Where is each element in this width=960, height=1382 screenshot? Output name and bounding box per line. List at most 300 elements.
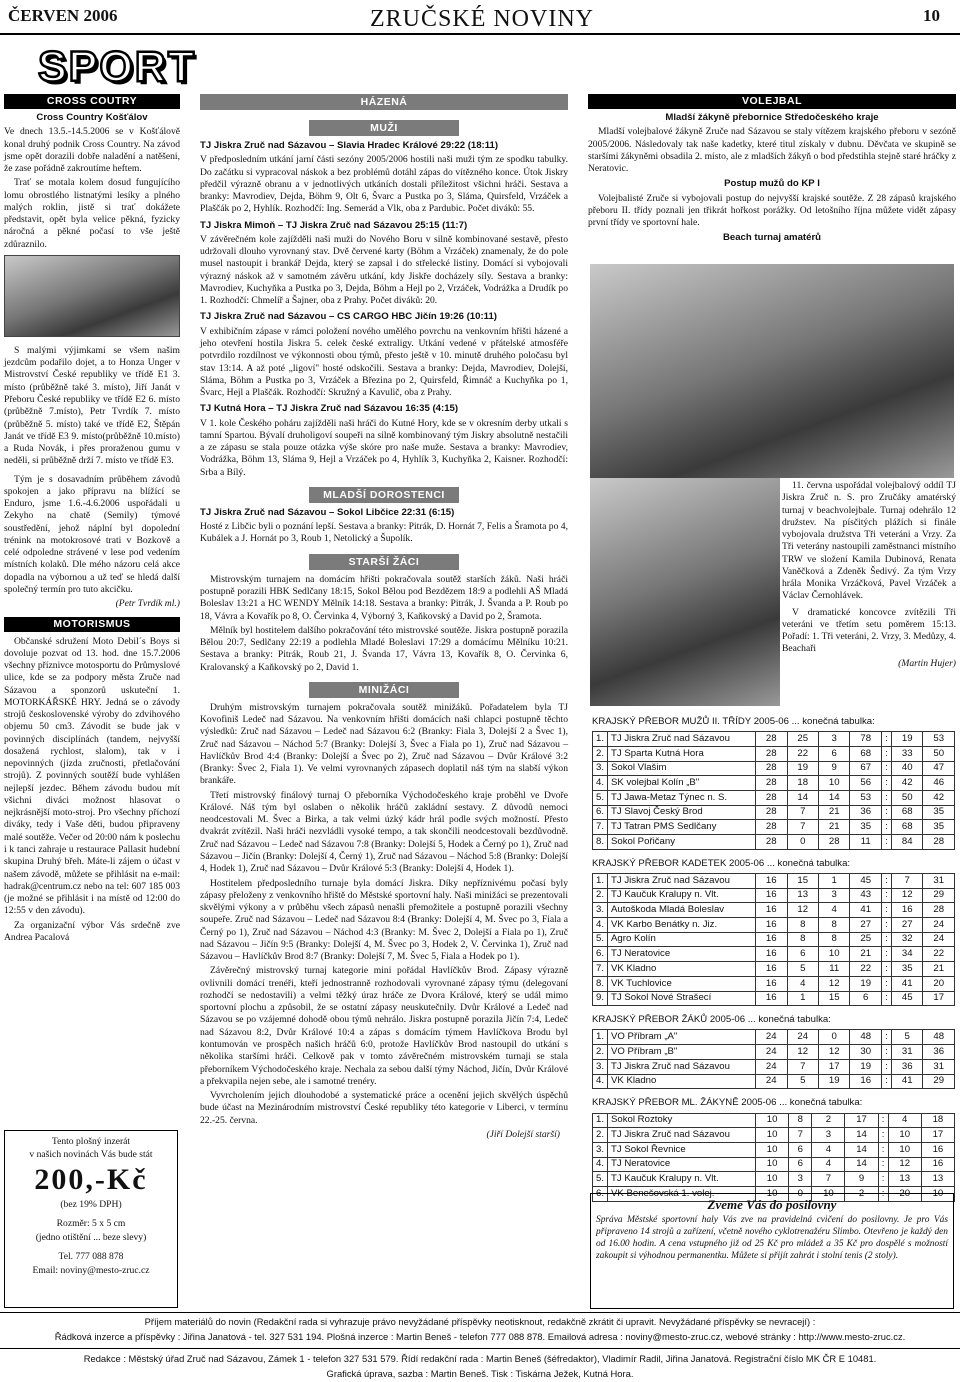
table-cell: 14 [845,1157,878,1172]
table-cell: 0 [789,1186,812,1201]
table-cell: 4 [812,1157,845,1172]
table-cell: 17 [923,991,955,1006]
table-cell: 10 [756,1113,789,1128]
table-row [593,903,955,918]
posilovna-title: Zveme Vás do posilovny [707,1197,837,1212]
table-cell: 7. [593,820,608,835]
table-row [593,1128,955,1143]
table-cell: 16 [756,888,787,903]
cross-p2: Trať se motala kolem dosud fungujícího lomu obrostlého listnatými lesíky a plného malých roklin, jistě si trať dokážete představit, opět byla velice pěkná, fyzicky náročná a pěkné počasí to vše ještě zdůraznilo. [4,177,180,250]
table-cell: 4. [593,1157,608,1172]
hazena-signature: (Jiří Dolejší starší) [486,1128,560,1140]
table-row [593,918,955,933]
table-cell: 22 [787,746,818,761]
table-cell: : [881,888,891,903]
table-cell: 29 [923,888,955,903]
table-cell: 45 [891,991,922,1006]
table-cell: 46 [923,776,955,791]
table-cell: 10 [818,947,849,962]
table-cell: 1 [818,874,849,889]
hazena-p2: V závěrečném kole zajížděli naši muži do Nového Boru v silně kombinované sestavě, přesto udržovali dlouho vyrovnaný stav. Dvě červené karty (Böhm a Vrzáček) znamenaly, že do pole musel nastoupit i brankář Dejda, který se zapsal i do střelecké listiny. Domácí si vybojovali výrazný náskok až v samotném závěru utkání, kdy Jiskře docházely síly. Sestava a branky: Mavrodiev, Kuchyňka a Pustka po 3, Dejda, Böhm a Hejl po 2, Vrzáček, Vodrážka a Drudík po 1. Rozhodčí: Chmelíř a Šajner, oba z Prahy. Počet diváků: 20. [200,233,568,307]
team-name-cell: TJ Jawa-Metaz Týnec n. S. [608,791,756,806]
standings-table [592,731,955,850]
table-cell: 22 [850,962,881,977]
table-cell: 7 [812,1172,845,1187]
table-cell: 10 [756,1128,789,1143]
left-column [4,94,180,946]
standings-title: KRAJSKÝ PŘEBOR MUŽŮ II. TŘÍDY 2005-06 ... konečná tabulka: [592,716,875,727]
table-cell: 16 [756,962,787,977]
hazena-p4: V 1. kole Českého poháru zajížděli naši hráči do Kutné Hory, kde se v okresním derby utkali s tamní Spartou. Bývalí druholigoví soupeři na silně kombinovaný tým Jiskry absolutně nestačili a ze zápasu se stala pouze otázka výše skóre pro naše muže. Sestava a branky: Mavrodiev, Vodrážka, Böhm 13, Sláma 9, Hejl a Vrzáček po 4, Hyhlík 3, Kuchyňka 2, Kaisner. Rozhodčí: Srba a Bílý. [200,417,568,478]
hazena-p8: Druhým mistrovským turnajem pokračovala soutěž minižáků. Pořadatelem byla TJ Kovofiniš Ledeč nad Sázavou. Na venkovním hřišti domácích naši chlapci postupně těchto výsledků: Zruč nad Sázavou – Ledeč nad Sázavou 6:2 (Branky: Fiala 3, Dolejší 2 a Švec 1), Zruč nad Sázavou – Náchod 5:7 (Branky: Dolejší 3, Švec a Fiala po 1), Zruč nad Sázavou – Havlíčkův Brod 4:4 (Branky: Dolejší a Švec po 2), Zruč nad Sázavou – Dvůr Králové 3:2 (Branky: Švec 2, Fiala 1). Ve velmi vyrovnaných zápasech doplatil náš tým na slabší výkon brankáře. [200,701,568,787]
table-cell: 15 [787,874,818,889]
table-cell: 14 [787,791,818,806]
table-cell: 14 [845,1142,878,1157]
table-cell: 3 [818,732,849,747]
hazena-p12: Vyvrcholením jejich dlouhodobé a systematické práce a ocenění jejich skvělých úspěchů bude účast na Mezinárodním mistrovství České republiky této kategorie v Liberci, v termínu 22.-25. června. [200,1090,568,1126]
table-cell: 10 [888,1142,921,1157]
table-cell: 5 [787,962,818,977]
volejbal-p4: V dramatické koncovce zvítězili Tři veteráni ve třetím setu poměrem 15:13. Pořadí: 1. Tři veteráni, 2. Vrzy, 3. Medůzy, 4. Beachaři [782,606,956,655]
team-name-cell: TJ Jiskra Zruč nad Sázavou [608,1128,756,1143]
table-cell: 28 [756,732,787,747]
table-cell: 11 [850,835,881,850]
ad-line2: v našich novinách Vás bude stát [29,1149,153,1161]
table-cell: : [881,1030,891,1045]
table-cell: : [881,918,891,933]
table-cell: 42 [891,776,922,791]
table-cell: 10 [756,1186,789,1201]
table-cell: 16 [756,874,787,889]
hazena-p5: Hosté z Libčic byli o poznání lepší. Sestava a branky: Pitrák, D. Hornát 7, Felis a Šramota po 4, Kubálek a J. Hornát po 3, Roub 1, Netolický a Šupolík. [200,521,568,545]
table-cell: 3 [812,1128,845,1143]
table-cell: 21 [818,805,849,820]
volejbal-p1: Mladší volejbalové žákyně Zruče nad Sázavou se staly vítězem krajského přeboru v sezóně 2005/2006. Následovaly tak naše kadetky, které titul získaly v dubnu. Děvčata ve skupině se staršími žákyněmi obsadila 2. místo, ale z mladších žákyň o bod předstihla stejně staré hráčky z Neratovic. [588,126,956,175]
table-cell: 29 [923,1074,955,1089]
table-cell: : [881,962,891,977]
team-name-cell: TJ Neratovice [608,1157,756,1172]
table-cell: 35 [923,805,955,820]
table-cell: 10 [921,1186,954,1201]
standings-table [592,1113,955,1202]
table-cell: : [881,805,891,820]
ad-size: Rozměr: 5 x 5 cm [56,1218,126,1230]
table-cell: 24 [923,932,955,947]
team-name-cell: VK Kladno [608,962,756,977]
table-cell: 4 [818,903,849,918]
table-cell: 35 [923,820,955,835]
page-number: 10 [923,6,940,25]
table-cell: 53 [850,791,881,806]
table-cell: 36 [923,1045,955,1060]
table-row [593,746,955,761]
table-cell: 24 [787,1030,818,1045]
table-cell: 36 [850,805,881,820]
table-row [593,1059,955,1074]
table-cell: 48 [923,1030,955,1045]
table-cell: : [881,1059,891,1074]
hazena-bar: HÁZENÁ [200,94,568,110]
table-cell: 8. [593,835,608,850]
team-name-cell: Agro Kolín [608,932,756,947]
table-cell: : [878,1172,888,1187]
table-cell: 28 [756,820,787,835]
section-title: SPORT [38,43,197,91]
table-row [593,820,955,835]
table-cell: 8. [593,976,608,991]
standings-tables [592,716,955,1202]
cross-p4: Tým je s dosavadním průběhem závodů spokojen a jako přípravu na blížící se Enduro, jsme 1.6.-4.6.2006 uspořádali u Zekyho na chatě (Semily) týmové soustředění, jehož náplní byl dopolední trénink na motokrosové trati v Bozkově a celé odpoledne strávené v lese pod vedením místních kolaků. Dle mého názoru celá akce dopadla na výbornou a už teď se hledá další společný termín pro tuto akcičku. [4,473,180,595]
table-cell: 2 [812,1113,845,1128]
table-cell: 17 [818,1059,849,1074]
table-cell: 2. [593,1128,608,1143]
footer-rule-2 [0,1348,960,1349]
table-cell: 19 [850,976,881,991]
table-cell: 3. [593,761,608,776]
table-cell: 7. [593,962,608,977]
moto-p1: Občanské sdružení Moto Debil´s Boys si dovoluje pozvat od 13. hod. dne 15.7.2006 všechny příznivce motosportu do Průmyslové ulice, kde se za podpory města Zruče nad Sázavou a sponzorů uskuteční 1. MOTORKÁŘSKÉ HRY. Jedná se o závody strojů československé výroby do zdvihového objemu 50 cm3. Závodit se bude jak v povinných disciplínách (tandem, nejvyšší dosažená rychlost, slalom), tak v i nepovinných (jízda zručnosti, přetlačování strojů). Z povinných soutěží bude vyhlášen nejlepší jezdec. Během závodu budou mít všichni diváci možnost hlasovat o nejkrásnější moto-stroj. Pro všechny příchozí diváky, tedy i Vaše děti, budou připraveny malé soutěže. Večer od 20:00 nám k poslechu i k tanci zahraje u restaurace Pallasit hudební skupina Druhý břeh. Máte-li zájem o účast v našem závodě, můžete se přihlásit na e-mail: hadrak@centrum.cz nebo na tel: 607 185 003 (je možné se přihlásit i na místě od 12:00 do 12:55 v den závodu). [4,635,180,917]
table-cell: 8 [818,918,849,933]
table-cell: 16 [756,932,787,947]
table-cell: 41 [891,1074,922,1089]
standings-title: KRAJSKÝ PŘEBOR KADETEK 2005-06 ... konečná tabulka: [592,857,851,869]
cross-p1: Ve dnech 13.5.-14.5.2006 se v Košťálově konal druhý podnik Cross Country. Na závod jsme opět dorazili dobře naladění a natěšeni, že zase pořádně zakroutíme heftem. [4,126,180,175]
table-cell: 33 [891,746,922,761]
team-name-cell: TJ Kaučuk Kralupy n. Vlt. [608,1172,756,1187]
team-name-cell: TJ Jiskra Zruč nad Sázavou [608,1059,756,1074]
table-cell: 30 [850,1045,881,1060]
posilovna-box [590,1193,954,1309]
table-cell: : [881,746,891,761]
table-cell: 28 [756,746,787,761]
table-cell: 27 [891,918,922,933]
table-cell: 25 [850,932,881,947]
volejbal-p3: 11. června uspořádal volejbalový oddíl TJ Jiskra Zruč n. S. pro Zručáky amatérský turnaj v beachvolejbale. Turnaj odehrálo 12 družstev. Na písčitých plážích si finále vybojovala družstva Tři veteráni a Vrzy. Za Tři veterány nastoupili zaměstnanci místního TRW ve složení Kamila Dubinová, Renata Vaněčková a Zdeněk Šedivý. Za tým Vrzy hrála Monika Vrzáčková, Pavel Vrzáček a Václav Černohlávek. [782,480,956,602]
table-cell: 24 [756,1074,787,1089]
motocross-team-photo [4,255,180,337]
table-cell: 1 [787,991,818,1006]
table-row [593,962,955,977]
table-cell: 3. [593,1059,608,1074]
hazena-h3: TJ Jiskra Zruč nad Sázavou – CS CARGO HBC Jičín 19:26 (10:11) [200,311,497,323]
table-cell: 20 [888,1186,921,1201]
table-cell: : [881,776,891,791]
table-row [593,1113,955,1128]
table-cell: 18 [921,1113,954,1128]
table-cell: 7 [787,805,818,820]
table-cell: 12 [818,1045,849,1060]
table-cell: 31 [891,1045,922,1060]
table-cell: 68 [891,805,922,820]
team-name-cell: VK Kladno [608,1074,756,1089]
table-cell: 7 [787,1059,818,1074]
table-cell: 2. [593,1045,608,1060]
footer-rule [0,1312,960,1313]
minizaci-bar: MINIŽÁCI [309,682,459,698]
hazena-h5: TJ Jiskra Zruč nad Sázavou – Sokol Libčice 22:31 (6:15) [200,506,455,518]
table-cell: 41 [850,903,881,918]
table-row [593,805,955,820]
table-cell: 21 [923,962,955,977]
team-name-cell: TJ Tatran PMS Sedlčany [608,820,756,835]
ad-note: (jedno otištění ... beze slevy) [35,1231,147,1243]
table-cell: 11 [818,962,849,977]
table-cell: 24 [756,1030,787,1045]
table-cell: 25 [787,732,818,747]
table-row [593,791,955,806]
beach-group-photo [590,264,954,478]
team-name-cell: TJ Neratovice [608,947,756,962]
team-name-cell: TJ Jiskra Zruč nad Sázavou [608,874,756,889]
table-cell: 2 [845,1186,878,1201]
table-cell: 13 [888,1172,921,1187]
table-cell: 35 [891,962,922,977]
table-cell: 10 [756,1142,789,1157]
moto-bar: MOTORISMUS [4,617,180,632]
table-cell: 28 [818,835,849,850]
table-cell: 27 [850,918,881,933]
table-cell: 19 [818,1074,849,1089]
table-cell: 15 [818,991,849,1006]
table-cell: 1. [593,732,608,747]
table-cell: 28 [756,761,787,776]
table-cell: 50 [891,791,922,806]
table-row [593,1172,955,1187]
table-cell: 13 [921,1172,954,1187]
table-cell: 6 [789,1157,812,1172]
table-cell: 22 [923,947,955,962]
table-cell: : [881,820,891,835]
table-cell: 28 [923,835,955,850]
team-name-cell: Sokol Vlašim [608,761,756,776]
footer-line4: Grafická úprava, sazba : Martin Beneš. Tisk : Tiskárna Ježek, Kutná Hora. [326,1368,634,1379]
table-cell: : [878,1186,888,1201]
table-cell: : [881,874,891,889]
table-cell: 6 [789,1142,812,1157]
muzi-bar: MUŽI [309,120,459,136]
table-cell: 14 [845,1128,878,1143]
table-cell: 18 [787,776,818,791]
table-cell: 24 [756,1045,787,1060]
team-name-cell: VO Příbram „B" [608,1045,756,1060]
team-name-cell: VK Tuchlovice [608,976,756,991]
table-cell: 4 [888,1113,921,1128]
table-cell: 12 [787,903,818,918]
table-row [593,761,955,776]
table-cell: 5. [593,932,608,947]
table-cell: 2. [593,888,608,903]
standings [592,716,955,1202]
table-cell: 12 [888,1157,921,1172]
team-name-cell: TJ Slavoj Český Brod [608,805,756,820]
cross-signature: (Petr Tvrdík ml.) [115,598,180,610]
table-cell: 1. [593,1113,608,1128]
table-cell: 3 [789,1172,812,1187]
table-cell: 35 [850,820,881,835]
table-cell: 16 [756,903,787,918]
table-cell: 40 [891,761,922,776]
starsi-zaci-bar: STARŠÍ ŽÁCI [309,554,459,570]
table-cell: 6. [593,947,608,962]
table-cell: 21 [818,820,849,835]
table-cell: : [878,1157,888,1172]
table-row [593,1142,955,1157]
table-cell: 68 [850,746,881,761]
table-cell: 45 [850,874,881,889]
team-name-cell: TJ Sokol Řevnice [608,1142,756,1157]
table-cell: 56 [850,776,881,791]
table-cell: 16 [756,976,787,991]
table-cell: 3. [593,903,608,918]
table-cell: 9. [593,991,608,1006]
table-cell: 9 [845,1172,878,1187]
table-cell: : [881,932,891,947]
team-name-cell: Sokol Roztoky [608,1113,756,1128]
table-cell: 31 [923,874,955,889]
standings-table [592,1029,955,1089]
hazena-p3: V exhibičním zápase v rámci položení nového umělého povrchu na venkovním hřišti házené a jeho otevření hostila Jiskra 5. celek české extraligy. Utkání vedené v přátelské atmosféře potvrdilo rozdílnost ve výkonnosti obou týmů, přesto ještě v 10. minutě druhého poločasu byl stav 13:14. A až poté „ligoví" hosté odskočili. Sestava a branky: Dejda, Mavrodiev, Dolejší, Sláma, Böhm a Pustka po 3, Vrzáček a Březina po 2, Quirsfeld, Řimnáč a Kuchyňka po 1, Švarc, Hejl a Plaščák. Rozhodčí: Skružný a Kavulič, oba z Prahy. [200,325,568,399]
table-cell: 50 [923,746,955,761]
table-cell: 43 [850,888,881,903]
table-row [593,976,955,991]
table-cell: 16 [756,991,787,1006]
table-cell: 0 [787,835,818,850]
table-cell: 84 [891,835,922,850]
table-cell: 28 [756,791,787,806]
team-name-cell: TJ Kaučuk Kralupy n. Vlt. [608,888,756,903]
team-name-cell: VO Příbram „A" [608,1030,756,1045]
table-cell: 1. [593,1030,608,1045]
table-cell: : [881,991,891,1006]
table-cell: 5 [891,1030,922,1045]
hazena-p6: Mistrovským turnajem na domácím hřišti pokračovala soutěž starších žáků. Naši hráči postupně porazili HBK Sedlčany 18:15, Sokol Bělou pod Bezdězem 18:9 a podlehli AŠ Mladá Boleslav 13:21 a HC WENDY Mělník 14:18. Sestava a branky: Pitrák, J. Švanda a P. Roub po 18, Vávra a Kovařík po 8, O. Červinka 4, Výborný 3, Kaňkovský a David po 2, Šramota. [200,573,568,622]
table-cell: 4 [812,1142,845,1157]
table-cell: 20 [923,976,955,991]
cross-subtitle: Cross Country Košťálov [36,112,148,123]
hazena-p10: Hostitelem předposledního turnaje byla domácí Jiskra. Díky nepříznivému počasí byly zápasy přeloženy z venkovního hřiště do Městské sportovní haly. Naši minižáci se prezentovali skvělými výkony a v průběhu všech zápasů nenašli přemožitele a postupně porazili všechny soupeře. Zruč nad Sázavou – Ledeč nad Sázavou 8:4 (Branky: Dolejší 4, M. Švec po 3, Fiala a Černý po 1), Zruč nad Sázavou – Náchod 4:3 (Branky: M. Švec 2, Dolejší a Fiala po 1), Zruč nad Sázavou – Jičín 9:5 (Branky: Dolejší 4, M. Švec po 3, Hodek 2, V. Červinka 1), Zruč nad Sázavou – Havlíčkův Brod 8:7 (Branky: Dolejší 7, M. Švec 5, Fiala a Hodek po 1). [200,877,568,963]
table-cell: 0 [818,1030,849,1045]
table-cell: 10 [756,1157,789,1172]
table-cell: 6. [593,805,608,820]
table-cell: 12 [891,888,922,903]
table-cell: 5. [593,791,608,806]
table-cell: 8 [818,932,849,947]
table-cell: 68 [891,820,922,835]
table-cell: 7 [787,820,818,835]
table-cell: 34 [891,947,922,962]
table-row [593,776,955,791]
table-cell: 16 [850,1074,881,1089]
table-cell: 17 [921,1128,954,1143]
ad-line1: Tento plošný inzerát [51,1136,131,1147]
table-cell: : [881,947,891,962]
table-cell: 32 [891,932,922,947]
header-rule [0,33,960,35]
team-name-cell: Sokol Pořičany [608,835,756,850]
table-cell: 1. [593,874,608,889]
table-cell: 13 [787,888,818,903]
hazena-p11: Závěrečný mistrovský turnaj kategorie mini pořádal Havlíčkův Brod. Zápasy výrazně ovlivnili domácí trenéři, kteří jednostranně rozhodovali vyrovnané zápasy týmu (delegovaní rozhodčí se nedostavili) a velmi těžký úraz hráče ze Dvora Králové, který se udál mimo sportovní plochu a způsobil, že se ostatní zápasy neuskutečnily. Dvůr Králové a Ledeč nad Sázavou se po vzájemné dohodě obou týmů nehrálo. Jiskra postupně porazila Jičín 7:4, Ledeč nad Sázavou 8:2, Dvůr Králové 10:4 a zápas s domácím týmem Havlíčkova Brodu byl kontumován ve prospěch našich hráčů 6:0, protože Havlíčkův Brod nastoupil do utkání s několika staršími hráči. Celkově pak v tomto závěrečném mistrovském turnaji se stala přeborníkem Východočeského kraje. Nechala za sebou další týmy Náchod, Jičín, Dvůr Králové a překvapila nejen sebe, ale i samotné trenéry. [200,965,568,1087]
ad-price: 200,-Kč [34,1162,148,1196]
team-name-cell: SK volejbal Kolín „B" [608,776,756,791]
table-row [593,1157,955,1172]
ad-box [4,1130,178,1308]
team-name-cell: TJ Jiskra Zruč nad Sázavou [608,732,756,747]
table-cell: 28 [756,776,787,791]
table-cell: 6 [818,746,849,761]
table-cell: 47 [923,761,955,776]
table-cell: : [881,903,891,918]
table-cell: 4. [593,918,608,933]
table-cell: 16 [921,1142,954,1157]
table-cell: 24 [923,918,955,933]
cross-bar: CROSS COUTRY [4,94,180,109]
ad-vat: (bez 19% DPH) [60,1198,122,1210]
table-row [593,732,955,747]
hazena-p9: Třetí mistrovský finálový turnaj O přeborníka Východočeského kraje proběhl ve Dvoře Králové. Náš tým byl oslaben o několik hráčů zakládní sestavy. Z důvodů nemoci neodcestovali M. Švec a Birka, a tak velmi úzký kádr hrál podle svých možností. Přesto dvakrát zvítězil. Naši hráči nezvládli vysoké tempo, a tak skončili neodcestovali bezdůvodně. Zruč nad Sázavou – Ledeč nad Sázavou 7:8 (Branky: Dolejší 5, Hodek a Černý po 1), Zruč nad Sázavou – Jičín (Branky: Dolejší 4, Černý 1), Zruč nad Sázavou – Náchod 5:8 (Branky: Dolejší 4, Hodek 1), Zruč nad Sázavou – Dvůr Králové 5:3 (Branky: Dolejší 4, Hodek 1). [200,789,568,875]
table-row [593,1045,955,1060]
hazena-p1: V předposledním utkání jarní části sezóny 2005/2006 hostili naši muži tým ze spodku tabulky. Do začátku si vypracoval náskok a bez problémů dotáhl zápas do vítězného konce. Útok Jiskry předčil výrazně obranu a v jednotlivých utkáních dostali příležitost všichni hráči. Sestava a branky: Mavrodiev, Dejda, Böhm 9, Olt 6, Švarc a Pustka po 3, Sláma, Quirsfeld, Vrzáček a Plaščák po 2, Hyhlík. Rozhodčí: Ing. Semerád a Vlk, oba z Pardubic. Počet diváků: 55. [200,154,568,215]
table-cell: 5. [593,1172,608,1187]
table-row [593,888,955,903]
team-name-cell: VK Karbo Benátky n. Jiz. [608,918,756,933]
ad-tel: Tel. 777 088 878 [58,1251,124,1263]
table-cell: : [878,1128,888,1143]
table-row [593,932,955,947]
table-cell: 67 [850,761,881,776]
volejbal-h2: Postup mužů do KP I [724,178,820,190]
table-cell: 4 [787,976,818,991]
standings-title: KRAJSKÝ PŘEBOR ML. ŽÁKYNĚ 2005-06 ... konečná tabulka: [592,1097,863,1109]
table-cell: 2. [593,746,608,761]
table-cell: 41 [891,976,922,991]
table-cell: 3 [818,888,849,903]
hazena-h1: TJ Jiskra Zruč nad Sázavou – Slavia Hradec Králové 29:22 (18:11) [200,140,499,151]
winners-photo [590,478,780,706]
table-cell: : [881,835,891,850]
volejbal-h3: Beach turnaj amatérů [722,232,822,244]
team-name-cell: VK Benešovská 1. volej. [608,1186,756,1201]
table-cell: 3. [593,1142,608,1157]
table-cell: 4. [593,776,608,791]
table-cell: 16 [921,1157,954,1172]
posilovna-text: Správa Městské sportovní haly Vás zve na pravidelná cvičení do posilovny. Je pro Vás připraveno 14 strojů a zařízení, včetně nového cyklotrenažéru Slimbo. Otevřeno je každý den od 16.00 hodin. A cena vstupného již od 25 Kč pro mládež a 35 Kč pro dospělé s možností zakoupit si výhodnou permanentku. Můžete si přijít zahrát i stolní tenis (2 stoly). [596,1214,948,1261]
table-cell: 17 [845,1113,878,1128]
table-cell: 8 [787,932,818,947]
table-cell: 5 [787,1074,818,1089]
table-row [593,1030,955,1045]
dorostenci-bar: MLADŠÍ DOROSTENCI [309,487,459,503]
table-cell: 6. [593,1186,608,1201]
table-row [593,1074,955,1089]
table-cell: 10 [888,1128,921,1143]
newspaper-title: ZRUČSKÉ NOVINY [370,6,594,32]
standings-title: KRAJSKÝ PŘEBOR ŽÁKŮ 2005-06 ... konečná tabulka: [592,1014,831,1026]
team-name-cell: TJ Sparta Kutná Hora [608,746,756,761]
table-cell: : [881,761,891,776]
table-row [593,874,955,889]
hazena-p7: Mělník byl hostitelem dalšího pokračování této mistrovské soutěže. Jiskra postupně porazila Bělou 20:7, Sedlčany 22:19 a podlehla Mladé Boleslavi 17:29 a domácímu Mělníku 10:21. Sestava a branky: Pitrák, Roub 21, J. Švanda 17, Vávra 13, Kovařík 8, O. Červinka 6, Kralovanský a Kaňkovský po 2, David 1. [200,624,568,673]
table-cell: 7 [891,874,922,889]
table-cell: : [881,1045,891,1060]
team-name-cell: Autoškoda Mladá Boleslav [608,903,756,918]
table-cell: 6 [787,947,818,962]
table-cell: 8 [787,918,818,933]
table-row [593,947,955,962]
table-cell: 21 [850,947,881,962]
table-cell: 42 [923,791,955,806]
table-cell: : [881,732,891,747]
